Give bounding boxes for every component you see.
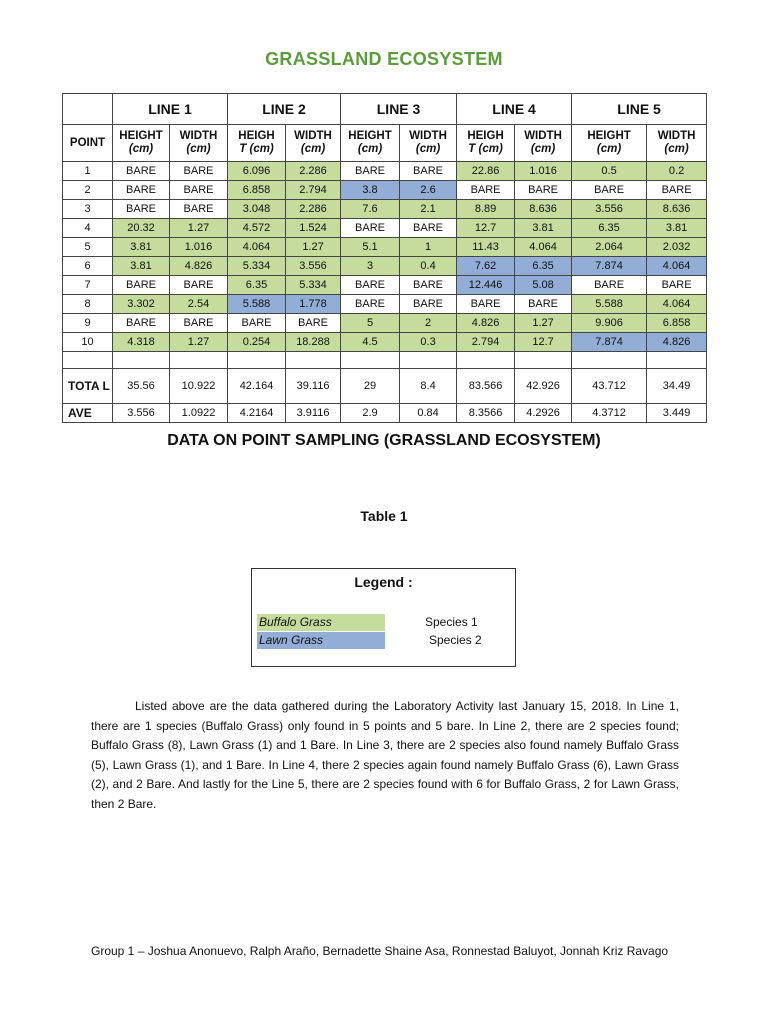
measurement-cell: BARE [113,276,170,295]
total-row-label: TOTA L [63,369,113,404]
measurement-cell: 20.32 [113,219,170,238]
measure-header-unit: (cm) [128,143,154,155]
header-row-lines [63,94,707,125]
measurement-cell: BARE [400,295,457,314]
measurement-cell: BARE [286,314,341,333]
measurement-cell: 2.6 [400,181,457,200]
measurement-cell: 1.016 [515,162,572,181]
table-row [63,219,707,238]
table-row [63,181,707,200]
measurement-cell: 2.032 [647,238,707,257]
measurement-cell: 3.8 [341,181,400,200]
table-row [63,295,707,314]
measurement-cell: 4.064 [228,238,286,257]
measurement-cell: 5.588 [572,295,647,314]
measurement-cell: 6.858 [647,314,707,333]
measurement-cell: BARE [341,162,400,181]
measure-header-unit: (cm) [596,143,622,155]
measure-header-unit: T (cm) [239,143,274,155]
measure-header [647,125,707,162]
average-row-cell: 3.449 [647,404,707,423]
measurement-cell: 1.524 [286,219,341,238]
measurement-cell: BARE [400,219,457,238]
measurement-cell: BARE [341,219,400,238]
blank-cell [457,352,515,369]
measurement-cell: 3.81 [515,219,572,238]
measure-header-label: WIDTH [179,130,218,142]
total-row-cell: 42.164 [228,369,286,404]
average-row-cell: 0.84 [400,404,457,423]
measurement-cell: 2.54 [170,295,228,314]
measurement-cell: 7.874 [572,257,647,276]
total-row-cell: 10.922 [170,369,228,404]
measurement-cell: 2.286 [286,162,341,181]
average-row-cell: 3.9116 [286,404,341,423]
measurement-cell: BARE [341,276,400,295]
line-5-header: LINE 5 [572,94,707,125]
average-row-label: AVE [63,404,113,423]
point-number: 10 [63,333,113,352]
measurement-cell: 6.35 [515,257,572,276]
measure-header [400,125,457,162]
measure-header-unit: (cm) [357,143,383,155]
summary-text: Listed above are the data gathered during the Laboratory Activity last January 15, 2018. In Line 1, there are 1 species (Buffalo Grass) only found in 5 points and 5 bare. In Line 2, there are 2 species found; Buffalo Grass (8), Lawn Grass (1) and 1 Bare. In Line 3, there are 2 species also found namely Buffalo Grass (5), Lawn Grass (1), and 1 Bare. In Line 4, there 2 species again found namely Buffalo Grass (6), Lawn Grass (2), and 2 Bare. And lastly for the Line 5, there are 2 species found with 6 for Buffalo Grass, 2 for Lawn Grass, then 2 Bare. [91,699,679,811]
blank-row [63,352,707,369]
measurement-cell: 7.62 [457,257,515,276]
measurement-cell: BARE [457,181,515,200]
point-number: 9 [63,314,113,333]
measurement-cell: BARE [572,276,647,295]
measure-header [572,125,647,162]
average-row-cell: 8.3566 [457,404,515,423]
measurement-cell: BARE [170,276,228,295]
legend-box [251,568,516,667]
measurement-cell: 5.08 [515,276,572,295]
measurement-cell: 4.5 [341,333,400,352]
measurement-cell: 18.288 [286,333,341,352]
measurement-cell: BARE [400,276,457,295]
blank-cell [228,352,286,369]
measurement-cell: BARE [170,200,228,219]
measurement-cell: 8.636 [515,200,572,219]
legend-row-buffalo [257,614,512,631]
measurement-cell: BARE [170,314,228,333]
measurement-cell: 4.826 [647,333,707,352]
measure-header-label: WIDTH [524,130,562,142]
measurement-cell: 3.81 [113,238,170,257]
table-row [63,238,707,257]
measurement-cell: 4.318 [113,333,170,352]
measurement-cell: 2.064 [572,238,647,257]
measurement-cell: BARE [515,181,572,200]
point-number: 7 [63,276,113,295]
total-row-cell: 35.56 [113,369,170,404]
measurement-cell: 7.874 [572,333,647,352]
average-row-cell: 3.556 [113,404,170,423]
point-number: 2 [63,181,113,200]
measure-header-label: HEIGH [467,130,504,142]
blank-cell [113,352,170,369]
measurement-cell: 3.556 [286,257,341,276]
blank-cell [400,352,457,369]
measurement-cell: 3.81 [647,219,707,238]
measurement-cell: BARE [113,314,170,333]
total-row-cell: 8.4 [400,369,457,404]
measure-header-label: WIDTH [294,130,332,142]
point-number: 1 [63,162,113,181]
blank-cell [341,352,400,369]
measurement-cell: 1.27 [515,314,572,333]
total-row [63,369,707,404]
measurement-cell: 12.7 [457,219,515,238]
page-title: GRASSLAND ECOSYSTEM [265,49,503,69]
measure-header-label: HEIGHT [348,130,392,142]
blank-cell [63,352,113,369]
measurement-cell: 3.302 [113,295,170,314]
line-3-header: LINE 3 [341,94,457,125]
measure-header-unit: T (cm) [468,143,503,155]
measure-header-label: WIDTH [409,130,447,142]
measurement-cell: 4.572 [228,219,286,238]
line-4-header: LINE 4 [457,94,572,125]
average-row-cell: 4.3712 [572,404,647,423]
point-number: 3 [63,200,113,219]
measurement-cell: BARE [170,162,228,181]
total-row-cell: 29 [341,369,400,404]
measurement-cell: 6.35 [572,219,647,238]
measurement-cell: 2 [400,314,457,333]
measurement-cell: BARE [515,295,572,314]
measurement-cell: BARE [400,162,457,181]
measurement-cell: 5.588 [228,295,286,314]
measurement-cell: 2.794 [286,181,341,200]
table-subtitle: DATA ON POINT SAMPLING (GRASSLAND ECOSYSTEM) [167,432,601,449]
total-row-cell: 39.116 [286,369,341,404]
measurement-cell: 9.906 [572,314,647,333]
total-row-cell: 43.712 [572,369,647,404]
measurement-cell: 1 [400,238,457,257]
measurement-cell: BARE [228,314,286,333]
point-header: POINT [63,125,113,162]
measurement-cell: 3.81 [113,257,170,276]
table-row [63,276,707,295]
measurement-cell: 1.778 [286,295,341,314]
measurement-cell: 4.826 [457,314,515,333]
average-row-cell: 4.2164 [228,404,286,423]
measure-header-unit: (cm) [664,143,689,155]
total-row-cell: 42.926 [515,369,572,404]
total-row-cell: 83.566 [457,369,515,404]
average-row-cell: 1.0922 [170,404,228,423]
table-row [63,200,707,219]
measurement-cell: 5.334 [228,257,286,276]
measurement-cell: 1.016 [170,238,228,257]
measure-header-label: HEIGHT [119,130,163,142]
line-1-header: LINE 1 [113,94,228,125]
measure-header [515,125,572,162]
measurement-cell: 2.794 [457,333,515,352]
measurement-cell: BARE [113,200,170,219]
average-row [63,404,707,423]
table-row [63,257,707,276]
measurement-cell: 5 [341,314,400,333]
measurement-cell: BARE [341,295,400,314]
measurement-cell: 4.064 [515,238,572,257]
measurement-cell: 4.064 [647,257,707,276]
blank-cell [286,352,341,369]
measurement-cell: 3.048 [228,200,286,219]
measurement-cell: 6.35 [228,276,286,295]
table-caption: Table 1 [360,508,408,524]
measurement-cell: 1.27 [170,219,228,238]
measurement-cell: 6.858 [228,181,286,200]
measurement-cell: BARE [647,276,707,295]
measurement-cell: 8.89 [457,200,515,219]
point-number: 8 [63,295,113,314]
measurement-cell: 2.1 [400,200,457,219]
measurement-cell: 0.4 [400,257,457,276]
measure-header [286,125,341,162]
measure-header-unit: (cm) [300,143,326,155]
blank-cell [170,352,228,369]
table-row [63,333,707,352]
measurement-cell: 1.27 [286,238,341,257]
measurement-cell: BARE [647,181,707,200]
measurement-cell: BARE [457,295,515,314]
measurement-cell: BARE [170,181,228,200]
group-members-footer: Group 1 – Joshua Anonuevo, Ralph Araño, Bernadette Shaine Asa, Ronnestad Baluyot, Jonnah Kriz Ravago [91,944,669,958]
total-row-cell: 34.49 [647,369,707,404]
summary-paragraph [91,697,679,814]
measurement-cell: 1.27 [170,333,228,352]
measure-header-unit: (cm) [415,143,441,155]
legend-swatch-buffalo-grass: Buffalo Grass [257,614,385,631]
measurement-cell: 12.7 [515,333,572,352]
legend-title: Legend : [354,574,413,590]
measurement-cell: BARE [113,162,170,181]
measurement-cell: 6.096 [228,162,286,181]
measurement-cell: 5.1 [341,238,400,257]
point-number: 4 [63,219,113,238]
average-row-cell: 4.2926 [515,404,572,423]
measurement-cell: 2.286 [286,200,341,219]
legend-species-1: Species 1 [425,615,478,629]
measurement-cell: 0.3 [400,333,457,352]
measurement-cell: BARE [572,181,647,200]
header-row-measures [63,125,707,162]
average-row-cell: 2.9 [341,404,400,423]
measure-header [341,125,400,162]
measurement-cell: BARE [113,181,170,200]
measure-header-unit: (cm) [530,143,556,155]
measurement-cell: 0.254 [228,333,286,352]
table-row [63,162,707,181]
point-number: 5 [63,238,113,257]
measure-header-label: HEIGHT [587,130,631,142]
measurement-cell: 0.2 [647,162,707,181]
measurement-cell: 8.636 [647,200,707,219]
measure-header-label: HEIGH [238,130,275,142]
line-2-header: LINE 2 [228,94,341,125]
data-table [62,93,707,423]
measure-header-unit: (cm) [186,143,211,155]
measurement-cell: 3.556 [572,200,647,219]
measurement-cell: 11.43 [457,238,515,257]
measure-header [170,125,228,162]
table-row [63,314,707,333]
measurement-cell: 7.6 [341,200,400,219]
measure-header [228,125,286,162]
blank-cell [572,352,647,369]
measure-header-label: WIDTH [657,130,696,142]
legend-species-2: Species 2 [429,633,482,647]
measurement-cell: 12.446 [457,276,515,295]
measurement-cell: 22.86 [457,162,515,181]
measurement-cell: 0.5 [572,162,647,181]
measurement-cell: 4.826 [170,257,228,276]
blank-cell [647,352,707,369]
blank-cell [515,352,572,369]
point-number: 6 [63,257,113,276]
measurement-cell: 4.064 [647,295,707,314]
measure-header [113,125,170,162]
legend-row-lawn [257,632,512,649]
measurement-cell: 5.334 [286,276,341,295]
measure-header [457,125,515,162]
corner-cell [63,94,113,125]
legend-swatch-lawn-grass: Lawn Grass [257,632,385,649]
measurement-cell: 3 [341,257,400,276]
